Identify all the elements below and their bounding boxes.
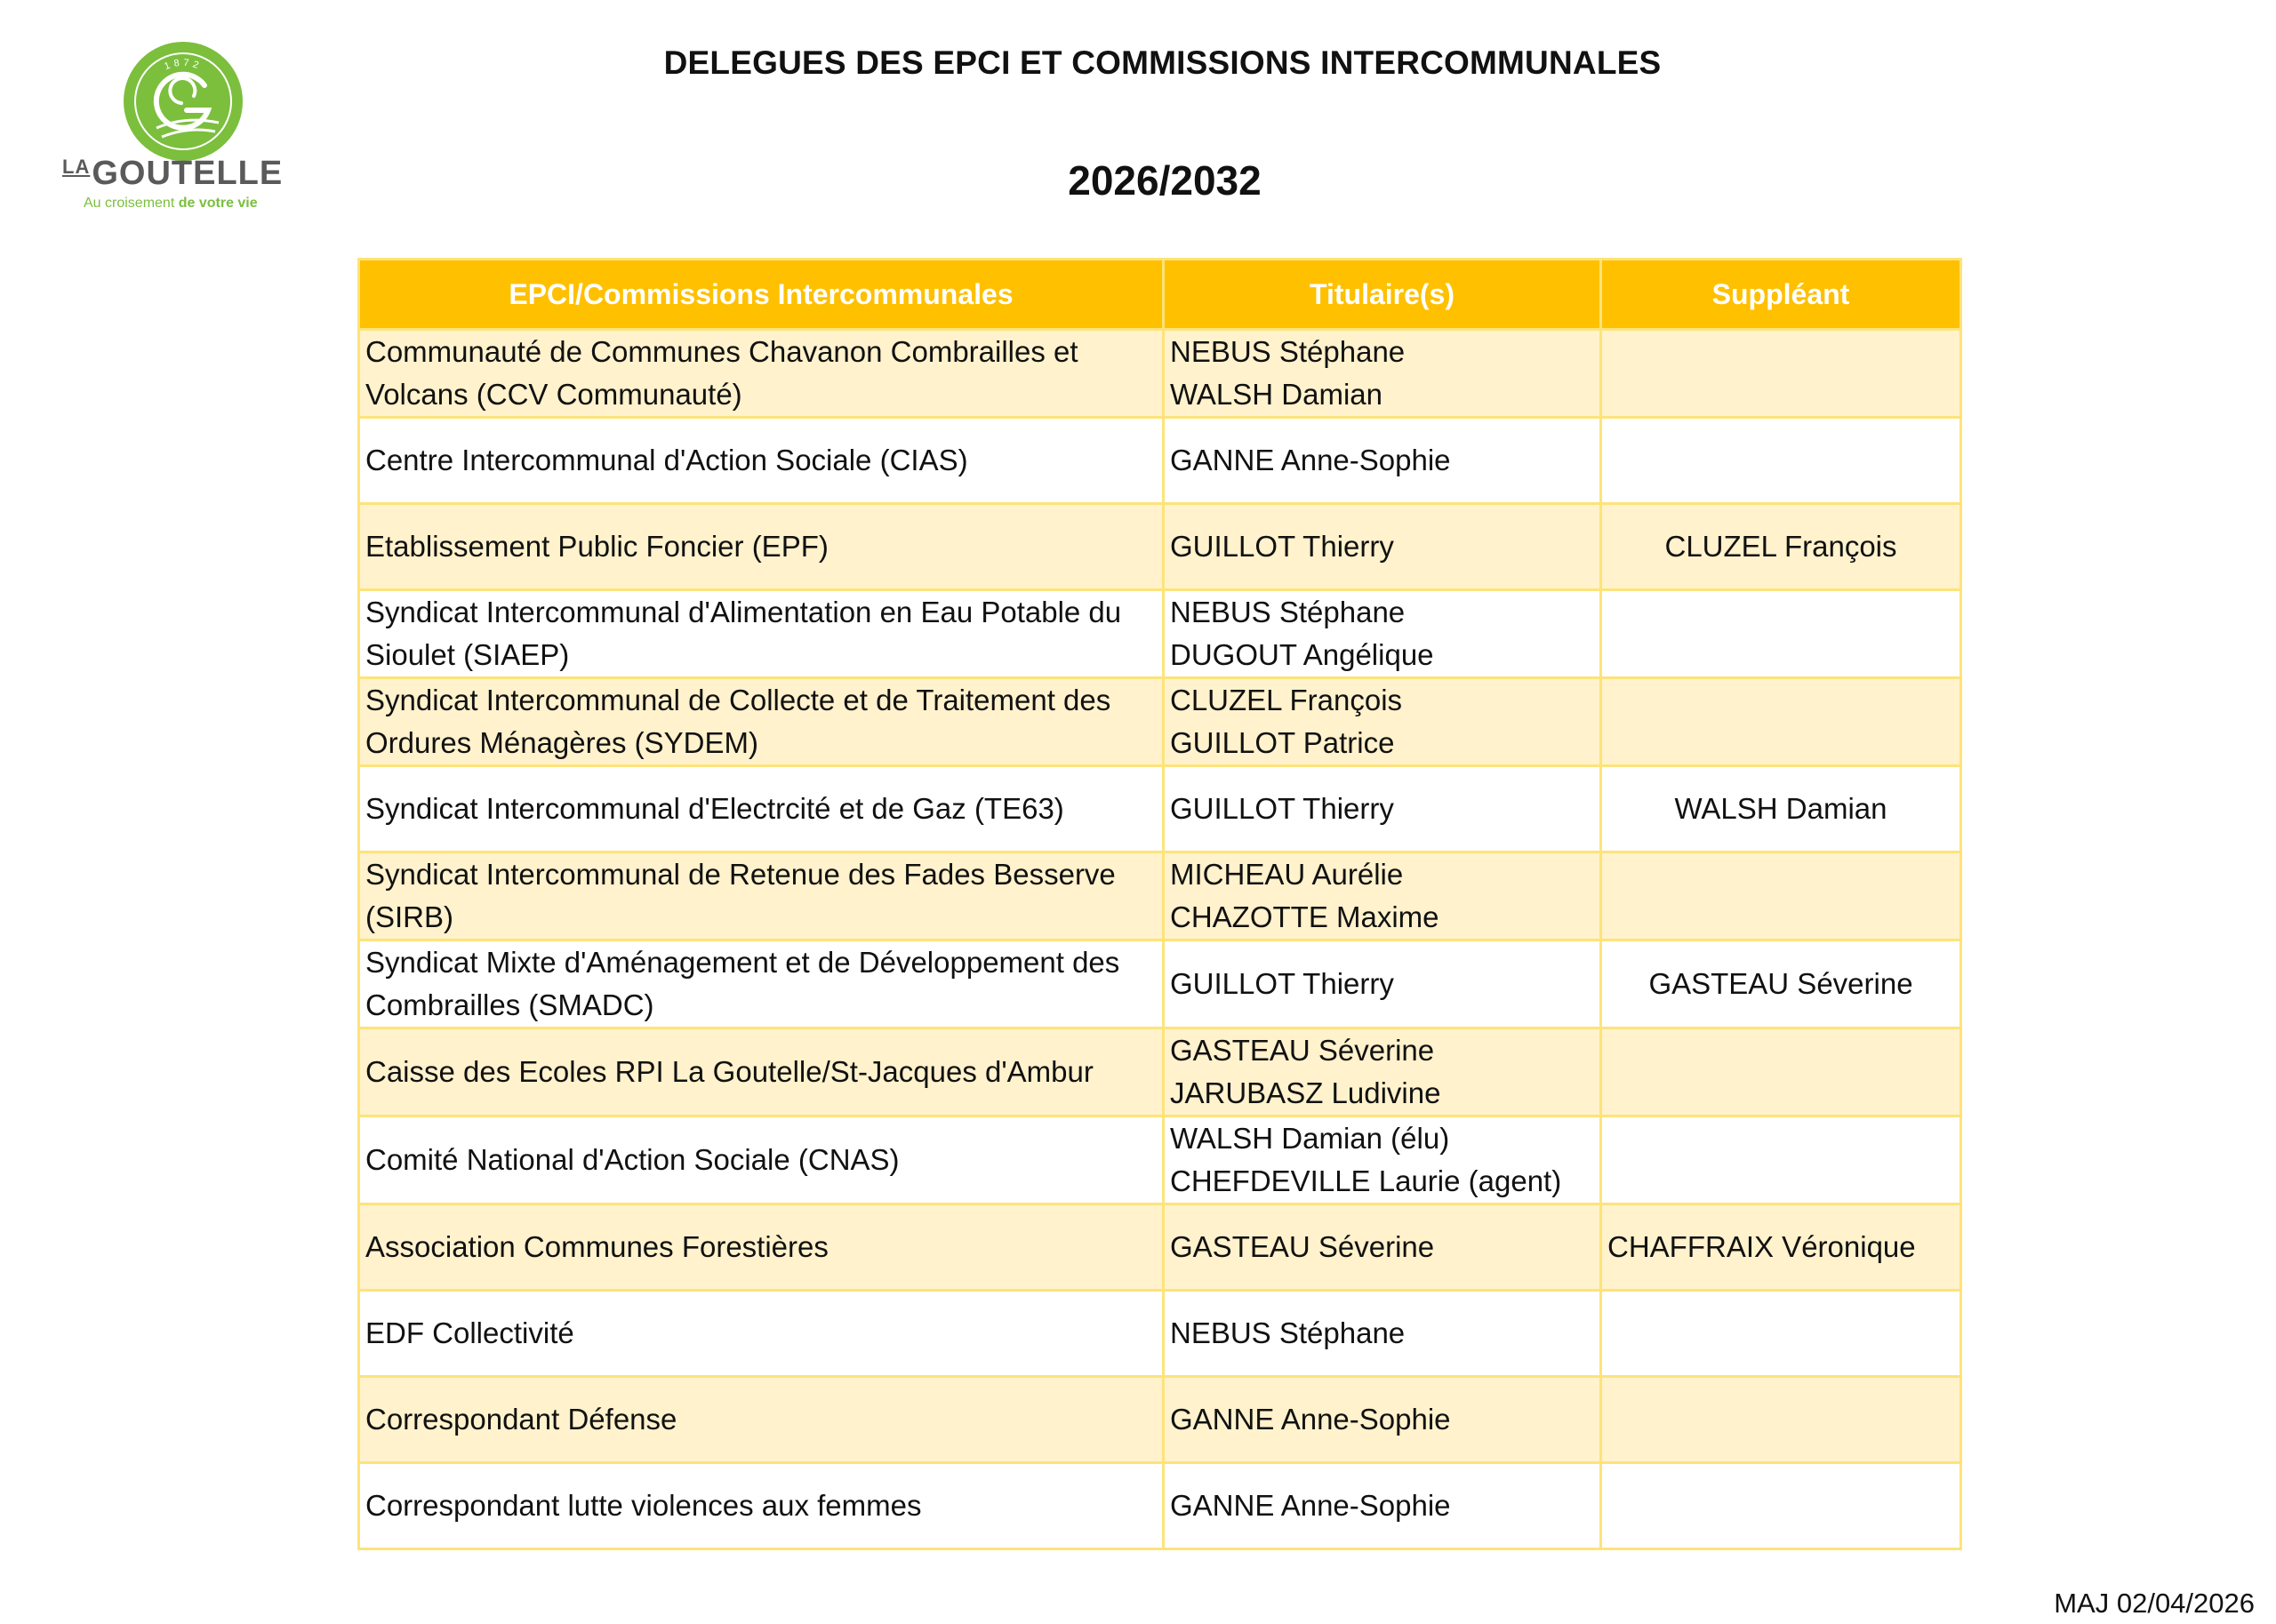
titulaire-name: GASTEAU Séverine — [1170, 1034, 1435, 1067]
titulaire-name: GANNE Anne-Sophie — [1170, 1489, 1451, 1522]
titulaires-cell — [1164, 1463, 1601, 1549]
titulaires-cell — [1164, 1028, 1601, 1116]
commission-cell: Centre Intercommunal d'Action Sociale (CIAS) — [359, 418, 1164, 504]
table-row — [359, 504, 1961, 590]
titulaire-name: NEBUS Stéphane — [1170, 335, 1406, 368]
commission-cell: EDF Collectivité — [359, 1291, 1164, 1377]
commission-cell: Communauté de Communes Chavanon Combrailles et Volcans (CCV Communauté) — [359, 330, 1164, 418]
commission-cell: Syndicat Intercommunal d'Electrcité et de Gaz (TE63) — [359, 766, 1164, 852]
commission-cell: Syndicat Intercommunal de Retenue des Fades Besserve (SIRB) — [359, 852, 1164, 940]
suppleant-cell — [1601, 418, 1961, 504]
table-row — [359, 590, 1961, 678]
suppleant-cell — [1601, 330, 1961, 418]
table-row — [359, 1291, 1961, 1377]
column-header-commission: EPCI/Commissions Intercommunales — [359, 260, 1164, 330]
titulaire-name: MICHEAU Aurélie — [1170, 858, 1404, 891]
suppleant-cell — [1601, 678, 1961, 766]
table-row — [359, 1463, 1961, 1549]
titulaire-name: DUGOUT Angélique — [1170, 638, 1434, 671]
titulaire-name: GANNE Anne-Sophie — [1170, 1403, 1451, 1436]
logo-name-main: GOUTELLE — [92, 155, 284, 192]
titulaire-name: CHAZOTTE Maxime — [1170, 900, 1439, 933]
suppleant-cell — [1601, 1463, 1961, 1549]
commission-cell: Syndicat Intercommunal de Collecte et de Traitement des Ordures Ménagères (SYDEM) — [359, 678, 1164, 766]
suppleant-cell: CHAFFRAIX Véronique — [1601, 1204, 1961, 1291]
commission-cell: Comité National d'Action Sociale (CNAS) — [359, 1116, 1164, 1204]
suppleant-cell: CLUZEL François — [1601, 504, 1961, 590]
table-row — [359, 330, 1961, 418]
table-row — [359, 1028, 1961, 1116]
commission-cell: Caisse des Ecoles RPI La Goutelle/St-Jacques d'Ambur — [359, 1028, 1164, 1116]
titulaire-name: WALSH Damian — [1170, 378, 1383, 411]
suppleant-cell — [1601, 852, 1961, 940]
suppleant-cell — [1601, 1028, 1961, 1116]
titulaire-name: GUILLOT Patrice — [1170, 726, 1395, 759]
column-header-titulaires: Titulaire(s) — [1164, 260, 1601, 330]
titulaires-cell — [1164, 1291, 1601, 1377]
titulaires-cell — [1164, 1377, 1601, 1463]
titulaires-cell — [1164, 1116, 1601, 1204]
table-row — [359, 852, 1961, 940]
titulaires-cell — [1164, 1204, 1601, 1291]
titulaire-name: GUILLOT Thierry — [1170, 967, 1394, 1000]
titulaire-name: NEBUS Stéphane — [1170, 1316, 1406, 1349]
titulaire-name: CLUZEL François — [1170, 684, 1403, 716]
commission-cell: Syndicat Intercommunal d'Alimentation en Eau Potable du Sioulet (SIAEP) — [359, 590, 1164, 678]
logo-name-prefix: LA — [62, 156, 91, 178]
titulaire-name: JARUBASZ Ludivine — [1170, 1076, 1441, 1109]
titulaire-name: CHEFDEVILLE Laurie (agent) — [1170, 1164, 1562, 1197]
table-row — [359, 940, 1961, 1028]
column-header-suppleant: Suppléant — [1601, 260, 1961, 330]
table-header-row — [359, 260, 1961, 330]
table-row — [359, 418, 1961, 504]
suppleant-cell: GASTEAU Séverine — [1601, 940, 1961, 1028]
suppleant-cell — [1601, 590, 1961, 678]
logo-tagline-end: de votre vie — [178, 196, 258, 211]
commission-cell: Correspondant lutte violences aux femmes — [359, 1463, 1164, 1549]
table-row — [359, 766, 1961, 852]
page-period: 2026/2032 — [1068, 157, 1262, 204]
titulaire-name: GUILLOT Thierry — [1170, 530, 1394, 563]
titulaires-cell — [1164, 330, 1601, 418]
table-row — [359, 1377, 1961, 1463]
commission-cell: Etablissement Public Foncier (EPF) — [359, 504, 1164, 590]
logo-tagline-start: Au croisement — [84, 196, 175, 211]
titulaire-name: GANNE Anne-Sophie — [1170, 444, 1451, 476]
titulaires-cell — [1164, 678, 1601, 766]
titulaires-cell — [1164, 852, 1601, 940]
logo-year: 1872 — [163, 57, 204, 73]
delegates-table — [357, 258, 1962, 1550]
titulaire-name: GUILLOT Thierry — [1170, 792, 1394, 825]
page-title: DELEGUES DES EPCI ET COMMISSIONS INTERCOMMUNALES — [663, 44, 1662, 81]
suppleant-cell — [1601, 1377, 1961, 1463]
titulaires-cell — [1164, 766, 1601, 852]
commission-cell: Association Communes Forestières — [359, 1204, 1164, 1291]
titulaires-cell — [1164, 940, 1601, 1028]
update-date: MAJ 02/04/2026 — [2054, 1588, 2255, 1619]
suppleant-cell — [1601, 1291, 1961, 1377]
titulaires-cell — [1164, 590, 1601, 678]
titulaire-name: NEBUS Stéphane — [1170, 596, 1406, 628]
table-row — [359, 678, 1961, 766]
commission-cell: Correspondant Défense — [359, 1377, 1164, 1463]
titulaires-cell — [1164, 418, 1601, 504]
suppleant-cell: WALSH Damian — [1601, 766, 1961, 852]
titulaire-name: WALSH Damian (élu) — [1170, 1122, 1450, 1155]
table-row — [359, 1116, 1961, 1204]
suppleant-cell — [1601, 1116, 1961, 1204]
titulaire-name: GASTEAU Séverine — [1170, 1230, 1435, 1263]
titulaires-cell — [1164, 504, 1601, 590]
commission-cell: Syndicat Mixte d'Aménagement et de Développement des Combrailles (SMADC) — [359, 940, 1164, 1028]
table-row — [359, 1204, 1961, 1291]
